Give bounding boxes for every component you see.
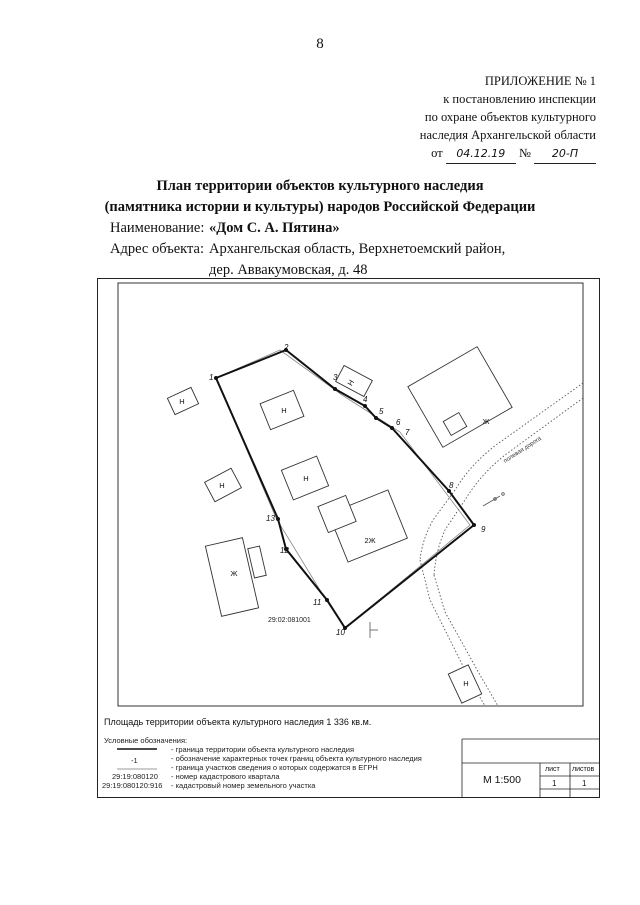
legend-item-text: - граница участков сведения о которых содержатся в ЕГРН — [171, 763, 378, 772]
sheet-label: лист — [545, 766, 560, 773]
building-label: Н — [281, 406, 287, 415]
building-label: 2Ж — [364, 536, 376, 545]
cadastral-quarter-label: 29:02:081001 — [268, 617, 311, 624]
legend-sample-cadastral: 29:19:080120:916 — [102, 781, 163, 790]
page-number: 8 — [316, 36, 324, 52]
point-label: 8 — [449, 481, 454, 490]
building-label: Н — [345, 378, 357, 388]
document-subtitle: (памятника истории и культуры) народов Российской Федерации — [104, 199, 536, 215]
building-label: Н — [219, 481, 225, 490]
legend-item-text: - обозначение характерных точек границ объекта культурного наследия — [171, 754, 422, 763]
point-label: 12 — [280, 546, 289, 555]
sheets-total: 1 — [582, 779, 587, 788]
point-label: 3 — [333, 373, 338, 382]
legend-sample-point: -1 — [131, 756, 138, 765]
point-label: 6 — [396, 418, 401, 427]
address-line-1: Архангельская область, Верхнетоемский район, — [209, 241, 506, 257]
address-label: Адрес объекта: — [110, 241, 204, 257]
legend-title: Условные обозначения: — [104, 736, 188, 745]
number-label: № — [518, 146, 531, 160]
point-label: 11 — [313, 598, 322, 607]
from-label: от — [431, 146, 443, 160]
area-text: Площадь территории объекта культурного наследия 1 336 кв.м. — [104, 717, 372, 727]
building-label: Н — [179, 397, 185, 406]
point-label: 4 — [363, 395, 368, 404]
point-label: 7 — [405, 428, 410, 437]
name-label: Наименование: — [110, 220, 205, 236]
point-label: 10 — [336, 628, 345, 637]
legend-item-text: - номер кадастрового квартала — [171, 772, 280, 781]
building-label: Ж — [230, 569, 238, 578]
document-title: План территории объектов культурного наследия — [156, 178, 484, 194]
sheets-label: листов — [572, 766, 595, 773]
building-label: Н — [303, 474, 309, 483]
legend-sample-quarter: 29:19:080120 — [112, 772, 158, 781]
sheet-number: 1 — [552, 779, 557, 788]
point-label: 5 — [379, 407, 384, 416]
point-label: 1 — [209, 373, 214, 382]
legend-item-text: - граница территории объекта культурного наследия — [171, 745, 355, 754]
point-label: 13 — [266, 514, 275, 523]
building-label: Н — [463, 679, 469, 688]
address-line-2: дер. Аввакумовская, д. 48 — [209, 262, 368, 278]
legend-item-text: - кадастровый номер земельного участка — [171, 781, 316, 790]
decree-date: 04.12.19 — [446, 145, 516, 164]
point-label: 2 — [284, 343, 289, 352]
appendix-title: ПРИЛОЖЕНИЕ № 1 — [484, 74, 596, 88]
scale-label: М 1:500 — [483, 774, 521, 786]
decree-number: 20-П — [534, 145, 596, 164]
appendix-line: по охране объектов культурного — [424, 110, 596, 124]
appendix-line: к постановлению инспекции — [443, 92, 596, 106]
appendix-line: наследия Архангельской области — [419, 128, 596, 142]
point-label: 9 — [481, 525, 486, 534]
road-label: полевая дорога — [502, 435, 543, 465]
object-name: «Дом С. А. Пятина» — [209, 220, 340, 236]
building-label: Ж — [482, 417, 490, 426]
